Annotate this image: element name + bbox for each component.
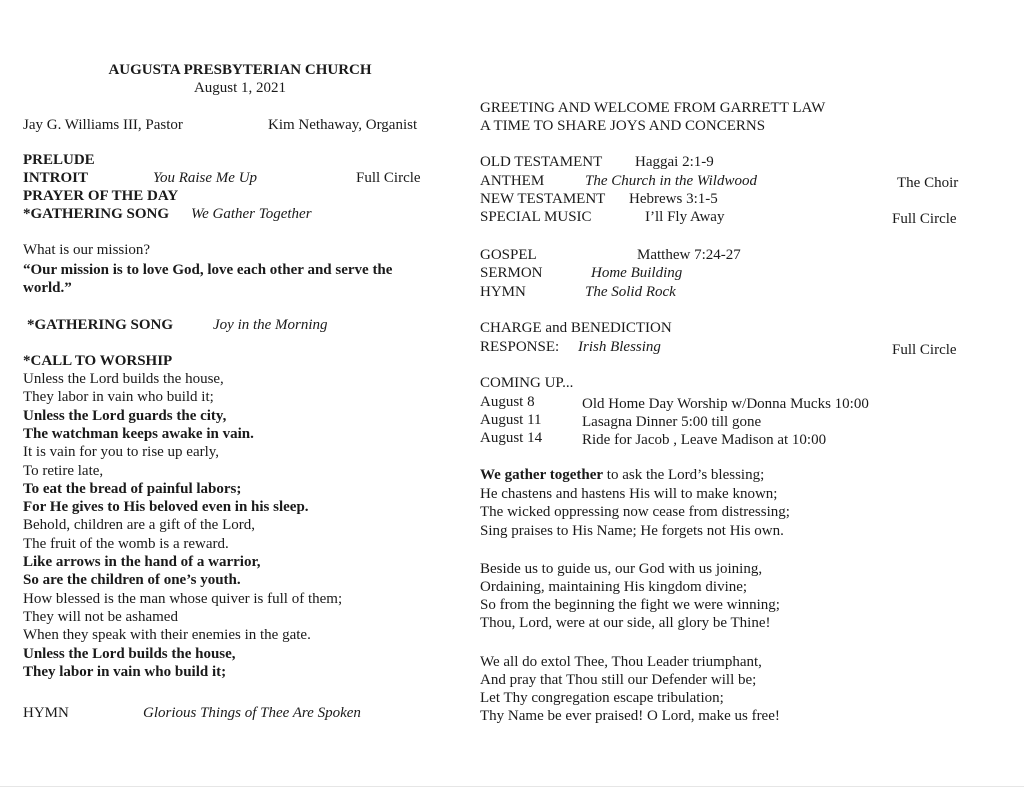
call-line: The fruit of the womb is a reward. <box>23 535 229 552</box>
call-line: Unless the Lord builds the house, <box>23 645 236 662</box>
special-music-title: I’ll Fly Away <box>645 209 725 225</box>
verse-line: Let Thy congregation escape tribulation; <box>480 690 724 706</box>
call-to-worship-heading: *CALL TO WORSHIP <box>23 353 173 369</box>
verse-line: Sing praises to His Name; He forgets not His own. <box>480 523 784 539</box>
organist-name: Kim Nethaway, Organist <box>268 117 418 133</box>
response-performer: Full Circle <box>892 342 957 358</box>
event-date: August 14 <box>480 430 543 446</box>
introit-performer: Full Circle <box>356 170 421 186</box>
gathering-song-2-label: *GATHERING SONG <box>27 317 173 333</box>
verse-line <box>480 466 764 484</box>
new-testament-ref: Hebrews 3:1-5 <box>629 191 718 207</box>
mission-answer-line-1: “Our mission is to love God, love each other and serve the <box>23 262 393 278</box>
special-music-performer: Full Circle <box>892 211 957 227</box>
introit-title: You Raise Me Up <box>153 170 258 186</box>
joys-concerns-line: A TIME TO SHARE JOYS AND CONCERNS <box>480 118 766 134</box>
closing-hymn-label: HYMN <box>23 705 69 721</box>
call-line: They will not be ashamed <box>23 608 178 625</box>
call-line: When they speak with their enemies in the gate. <box>23 627 311 644</box>
verse-line: The wicked oppressing now cease from distressing; <box>480 504 790 520</box>
mission-question: What is our mission? <box>23 242 151 258</box>
greeting-line: GREETING AND WELCOME FROM GARRETT LAW <box>480 100 826 116</box>
event-desc: Old Home Day Worship w/Donna Mucks 10:00 <box>582 396 869 412</box>
gathering-song-1-title: We Gather Together <box>191 206 312 222</box>
gathering-song-1-label: *GATHERING SONG <box>23 206 169 222</box>
call-line: For He gives to His beloved even in his sleep. <box>23 499 309 516</box>
call-line: Behold, children are a gift of the Lord, <box>23 517 256 534</box>
verse-line: Beside us to guide us, our God with us joining, <box>480 561 763 577</box>
event-desc: Ride for Jacob , Leave Madison at 10:00 <box>582 432 827 448</box>
verse-rest: to ask the Lord’s blessing; <box>603 467 765 483</box>
anthem-title: The Church in the Wildwood <box>585 173 757 189</box>
gospel-ref: Matthew 7:24-27 <box>637 247 741 263</box>
special-music-label: SPECIAL MUSIC <box>480 209 592 225</box>
event-date: August 11 <box>480 412 542 428</box>
call-line: Unless the Lord guards the city, <box>23 407 227 424</box>
mission-answer-line-2: world.” <box>23 280 72 296</box>
verse-line: Ordaining, maintaining His kingdom divine; <box>480 579 748 595</box>
verse-line: And pray that Thou still our Defender will be; <box>480 672 757 688</box>
call-line: It is vain for you to rise up early, <box>23 444 220 461</box>
old-testament-ref: Haggai 2:1-9 <box>635 154 714 170</box>
introit-label: INTROIT <box>23 170 89 186</box>
gospel-label: GOSPEL <box>480 247 537 263</box>
verse-line: So from the beginning the fight we were winning; <box>480 597 780 613</box>
verse-line: We all do extol Thee, Thou Leader triumphant, <box>480 654 762 670</box>
call-line: To retire late, <box>23 462 104 479</box>
anthem-performer: The Choir <box>897 175 959 191</box>
sermon-label: SERMON <box>480 265 543 281</box>
response-title: Irish Blessing <box>578 339 661 355</box>
charge-benediction: CHARGE and BENEDICTION <box>480 320 672 336</box>
anthem-label: ANTHEM <box>480 173 545 189</box>
pastor-name: Jay G. Williams III, Pastor <box>23 117 183 133</box>
closing-hymn-title: Glorious Things of Thee Are Spoken <box>143 705 361 721</box>
response-label: RESPONSE: <box>480 339 560 355</box>
gathering-song-2-title: Joy in the Morning <box>213 317 328 333</box>
prelude-heading: PRELUDE <box>23 152 95 168</box>
hymn-title: The Solid Rock <box>585 284 676 300</box>
call-line: To eat the bread of painful labors; <box>23 480 242 497</box>
verse-emphasis: We gather together <box>480 467 604 483</box>
call-line: Unless the Lord builds the house, <box>23 371 224 387</box>
call-line: The watchman keeps awake in vain. <box>23 425 254 442</box>
old-testament-label: OLD TESTAMENT <box>480 154 603 170</box>
verse-line: Thou, Lord, were at our side, all glory be Thine! <box>480 615 771 631</box>
call-line: How blessed is the man whose quiver is full of them; <box>23 590 343 607</box>
call-line: Like arrows in the hand of a warrior, <box>23 554 261 570</box>
verse-line: Thy Name be ever praised! O Lord, make us free! <box>480 708 780 724</box>
prayer-heading: PRAYER OF THE DAY <box>23 188 179 204</box>
scan-edge-rule <box>0 786 1024 787</box>
coming-up-heading: COMING UP... <box>480 375 574 391</box>
call-line: So are the children of one’s youth. <box>23 572 241 589</box>
sermon-title: Home Building <box>591 265 683 281</box>
call-line: They labor in vain who build it; <box>23 389 214 406</box>
new-testament-label: NEW TESTAMENT <box>480 191 606 207</box>
hymn-label: HYMN <box>480 284 526 300</box>
event-date: August 8 <box>480 394 535 410</box>
church-name: AUGUSTA PRESBYTERIAN CHURCH <box>108 62 372 78</box>
verse-line: He chastens and hastens His will to make known; <box>480 486 778 502</box>
event-desc: Lasagna Dinner 5:00 till gone <box>582 414 762 430</box>
service-date: August 1, 2021 <box>193 80 287 96</box>
call-line: They labor in vain who build it; <box>23 663 227 680</box>
